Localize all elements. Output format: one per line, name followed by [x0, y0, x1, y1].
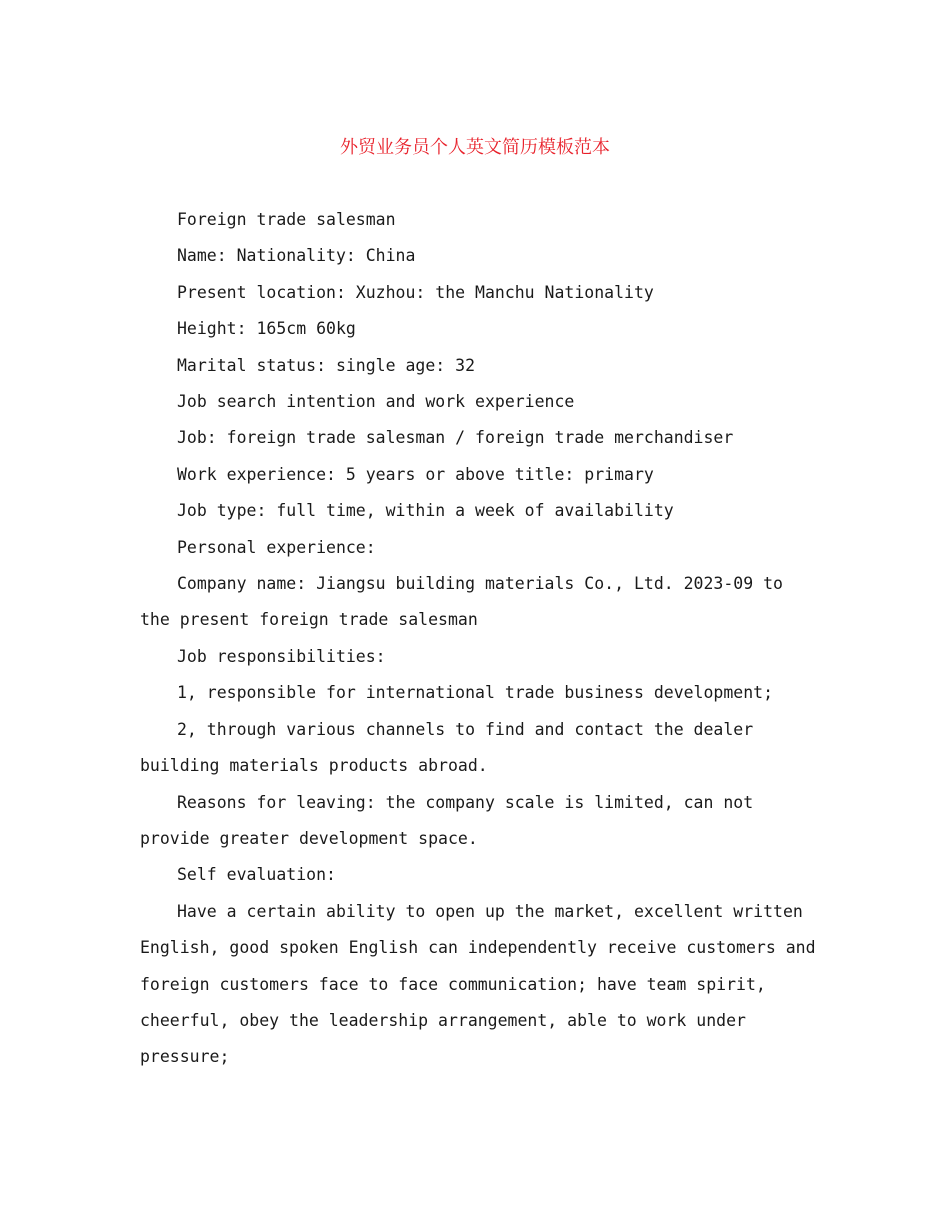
paragraph-responsibilities-heading: Job responsibilities:	[177, 646, 386, 666]
document-body	[140, 202, 826, 1076]
paragraph-location: Present location: Xuzhou: the Manchu Nationality	[177, 282, 654, 302]
paragraph-responsibility-2: 2, through various channels to find and contact the dealer building materials products abroad.	[140, 719, 764, 776]
paragraph-responsibility-1: 1, responsible for international trade business development;	[177, 683, 774, 703]
paragraph-marital-status: Marital status: single age: 32	[177, 355, 476, 375]
paragraph-job-type: Job type: full time, within a week of availability	[177, 501, 674, 521]
paragraph-job: Job: foreign trade salesman / foreign trade merchandiser	[177, 428, 734, 448]
paragraph-work-experience: Work experience: 5 years or above title: primary	[177, 464, 654, 484]
paragraph-name-nationality: Name: Nationality: China	[177, 246, 416, 266]
paragraph-company: Company name: Jiangsu building materials Co., Ltd. 2023-09 to the present foreign trade salesman	[140, 574, 793, 630]
paragraph-job-search-heading: Job search intention and work experience	[177, 392, 575, 412]
paragraph-self-evaluation: Have a certain ability to open up the market, excellent written English, good spoken English can independently receive customers and foreign customers face to face communication; have team spirit, cheerful, obey the leadership arrangement, able to work under pressure;	[140, 901, 826, 1067]
paragraph-position: Foreign trade salesman	[177, 210, 396, 229]
paragraph-self-evaluation-heading: Self evaluation:	[177, 865, 336, 885]
document-title: 外贸业务员个人英文简历模板范本	[340, 137, 610, 158]
paragraph-personal-experience-heading: Personal experience:	[177, 537, 376, 557]
paragraph-height: Height: 165cm 60kg	[177, 319, 356, 339]
paragraph-reasons-for-leaving: Reasons for leaving: the company scale is limited, can not provide greater development space.	[140, 792, 764, 848]
